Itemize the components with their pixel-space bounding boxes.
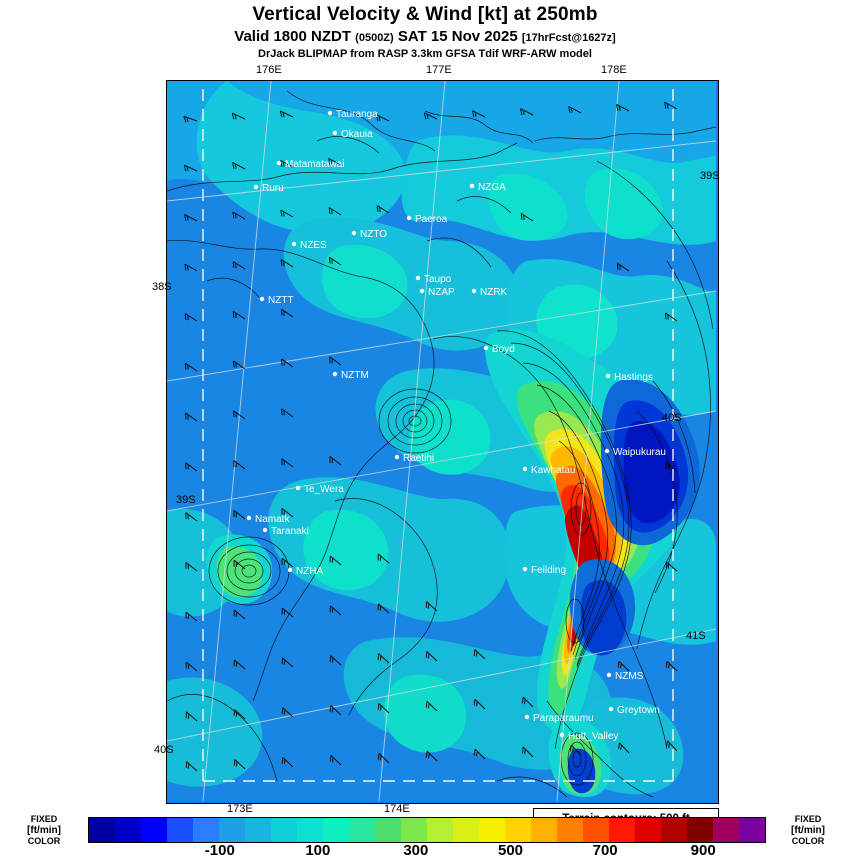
- colorbar-left-line2: [ft/min]: [27, 825, 61, 836]
- place-label: NZMS: [615, 671, 644, 682]
- place-marker: [247, 516, 251, 520]
- place-label: Tauranga: [336, 109, 378, 120]
- place-marker: [607, 673, 611, 677]
- colorbar-swatch: [115, 818, 141, 842]
- place-label: NZTM: [341, 370, 369, 381]
- place-label: Taupo: [424, 274, 452, 285]
- colorbar-swatch: [141, 818, 167, 842]
- colorbar-swatch: [271, 818, 297, 842]
- place-label: Paeroa: [415, 214, 448, 225]
- place-label: NZES: [300, 240, 327, 251]
- colorbar-swatch: [557, 818, 583, 842]
- place-label: Raetihi: [403, 453, 435, 464]
- valid-line: [0, 28, 850, 45]
- lon-label-177e: 177E: [426, 64, 452, 76]
- place-marker: [416, 276, 420, 280]
- lat-label-38s: 38S: [152, 281, 172, 293]
- colorbar-swatch: [89, 818, 115, 842]
- colorbar-swatch: [193, 818, 219, 842]
- lon-label-178e: 178E: [601, 64, 627, 76]
- place-label: Namatk: [255, 514, 290, 525]
- place-marker: [560, 733, 564, 737]
- place-marker: [523, 567, 527, 571]
- place-label: NZGA: [478, 182, 506, 193]
- place-marker: [523, 467, 527, 471]
- colorbar-swatch: [219, 818, 245, 842]
- map-canvas[interactable]: [166, 80, 719, 804]
- colorbar-left-caption: [16, 814, 72, 847]
- place-label: Paraparaumu: [533, 713, 594, 724]
- place-marker: [296, 486, 300, 490]
- lat-label-41s: 41S: [686, 630, 706, 642]
- valid-time: Valid 1800 NZDT: [234, 28, 351, 45]
- colorbar-swatch: [739, 818, 765, 842]
- place-marker: [472, 289, 476, 293]
- place-label: Hastings: [614, 372, 653, 383]
- place-marker: [606, 374, 610, 378]
- colorbar-swatch: [661, 818, 687, 842]
- place-label: Matamatawai: [285, 159, 345, 170]
- place-label: Okauia: [341, 129, 373, 140]
- colorbar-swatch: [323, 818, 349, 842]
- colorbar-tick-label: -100: [204, 842, 235, 859]
- place-marker: [352, 231, 356, 235]
- lat-label-40s-left: 40S: [154, 744, 174, 756]
- colorbar-swatch: [505, 818, 531, 842]
- place-marker: [395, 455, 399, 459]
- colorbar: [0, 812, 850, 860]
- valid-date: SAT 15 Nov 2025: [397, 28, 518, 45]
- place-label: Hutt_Valley: [568, 731, 619, 742]
- place-marker: [254, 185, 258, 189]
- colorbar-swatch: [245, 818, 271, 842]
- place-label: Ruru: [262, 183, 284, 194]
- place-label: Greytown: [617, 705, 660, 716]
- place-marker: [260, 297, 264, 301]
- place-label: NZAP: [428, 287, 455, 298]
- colorbar-right-line3: COLOR: [791, 836, 825, 846]
- forecast-tag: [17hrFcst@1627z]: [521, 32, 616, 44]
- place-marker: [333, 131, 337, 135]
- colorbar-swatch: [401, 818, 427, 842]
- colorbar-tick-label: 500: [497, 842, 524, 859]
- place-marker: [470, 184, 474, 188]
- place-marker: [292, 242, 296, 246]
- place-label: Kawhatau: [531, 465, 576, 476]
- place-label: NZTT: [268, 295, 294, 306]
- place-label: Boyd: [492, 344, 515, 355]
- colorbar-swatch: [479, 818, 505, 842]
- colorbar-gradient: [88, 817, 766, 843]
- lat-label-40s-right: 40S: [662, 412, 682, 424]
- lon-label-174e: 174E: [384, 803, 410, 815]
- place-marker: [407, 216, 411, 220]
- place-marker: [263, 528, 267, 532]
- lon-label-176e: 176E: [256, 64, 282, 76]
- colorbar-swatch: [297, 818, 323, 842]
- place-marker: [328, 111, 332, 115]
- place-label: Feilding: [531, 565, 567, 576]
- colorbar-swatch: [167, 818, 193, 842]
- valid-utc: (0500Z): [355, 32, 394, 44]
- lat-label-39s-left: 39S: [176, 494, 196, 506]
- colorbar-swatch: [635, 818, 661, 842]
- model-line: DrJack BLIPMAP from RASP 3.3km GFSA Tdif WRF-ARW model: [258, 48, 592, 60]
- colorbar-right-caption: [780, 814, 836, 847]
- place-label: Taranaki: [271, 526, 309, 537]
- colorbar-swatch: [583, 818, 609, 842]
- colorbar-swatch: [427, 818, 453, 842]
- place-label: NZHA: [296, 566, 324, 577]
- place-label: NZTO: [360, 229, 388, 240]
- colorbar-left-line3: COLOR: [27, 836, 61, 846]
- place-label: NZRK: [480, 287, 508, 298]
- place-labels-layer: [167, 81, 716, 801]
- colorbar-swatch: [375, 818, 401, 842]
- place-marker: [525, 715, 529, 719]
- colorbar-swatch: [453, 818, 479, 842]
- place-marker: [484, 346, 488, 350]
- place-marker: [609, 707, 613, 711]
- colorbar-right-line2: [ft/min]: [791, 825, 825, 836]
- colorbar-swatch: [531, 818, 557, 842]
- colorbar-left-line1: FIXED: [30, 814, 58, 824]
- place-marker: [333, 372, 337, 376]
- place-marker: [605, 449, 609, 453]
- place-marker: [288, 568, 292, 572]
- page-title: Vertical Velocity & Wind [kt] at 250mb: [252, 4, 598, 25]
- colorbar-swatch: [609, 818, 635, 842]
- place-marker: [420, 289, 424, 293]
- colorbar-swatch: [349, 818, 375, 842]
- colorbar-tick-label: 700: [592, 842, 618, 859]
- place-marker: [277, 161, 281, 165]
- colorbar-tick-label: 300: [403, 842, 429, 859]
- colorbar-tick-label: 900: [690, 842, 716, 859]
- lat-label-39s-top: 39S: [700, 170, 720, 182]
- place-label: Te_Wera: [304, 484, 344, 495]
- colorbar-swatch: [713, 818, 739, 842]
- colorbar-right-line1: FIXED: [794, 814, 822, 824]
- colorbar-swatch: [687, 818, 713, 842]
- place-label: Waipukurau: [613, 447, 666, 458]
- lon-label-173e: 173E: [227, 803, 253, 815]
- colorbar-tick-label: 100: [305, 842, 331, 859]
